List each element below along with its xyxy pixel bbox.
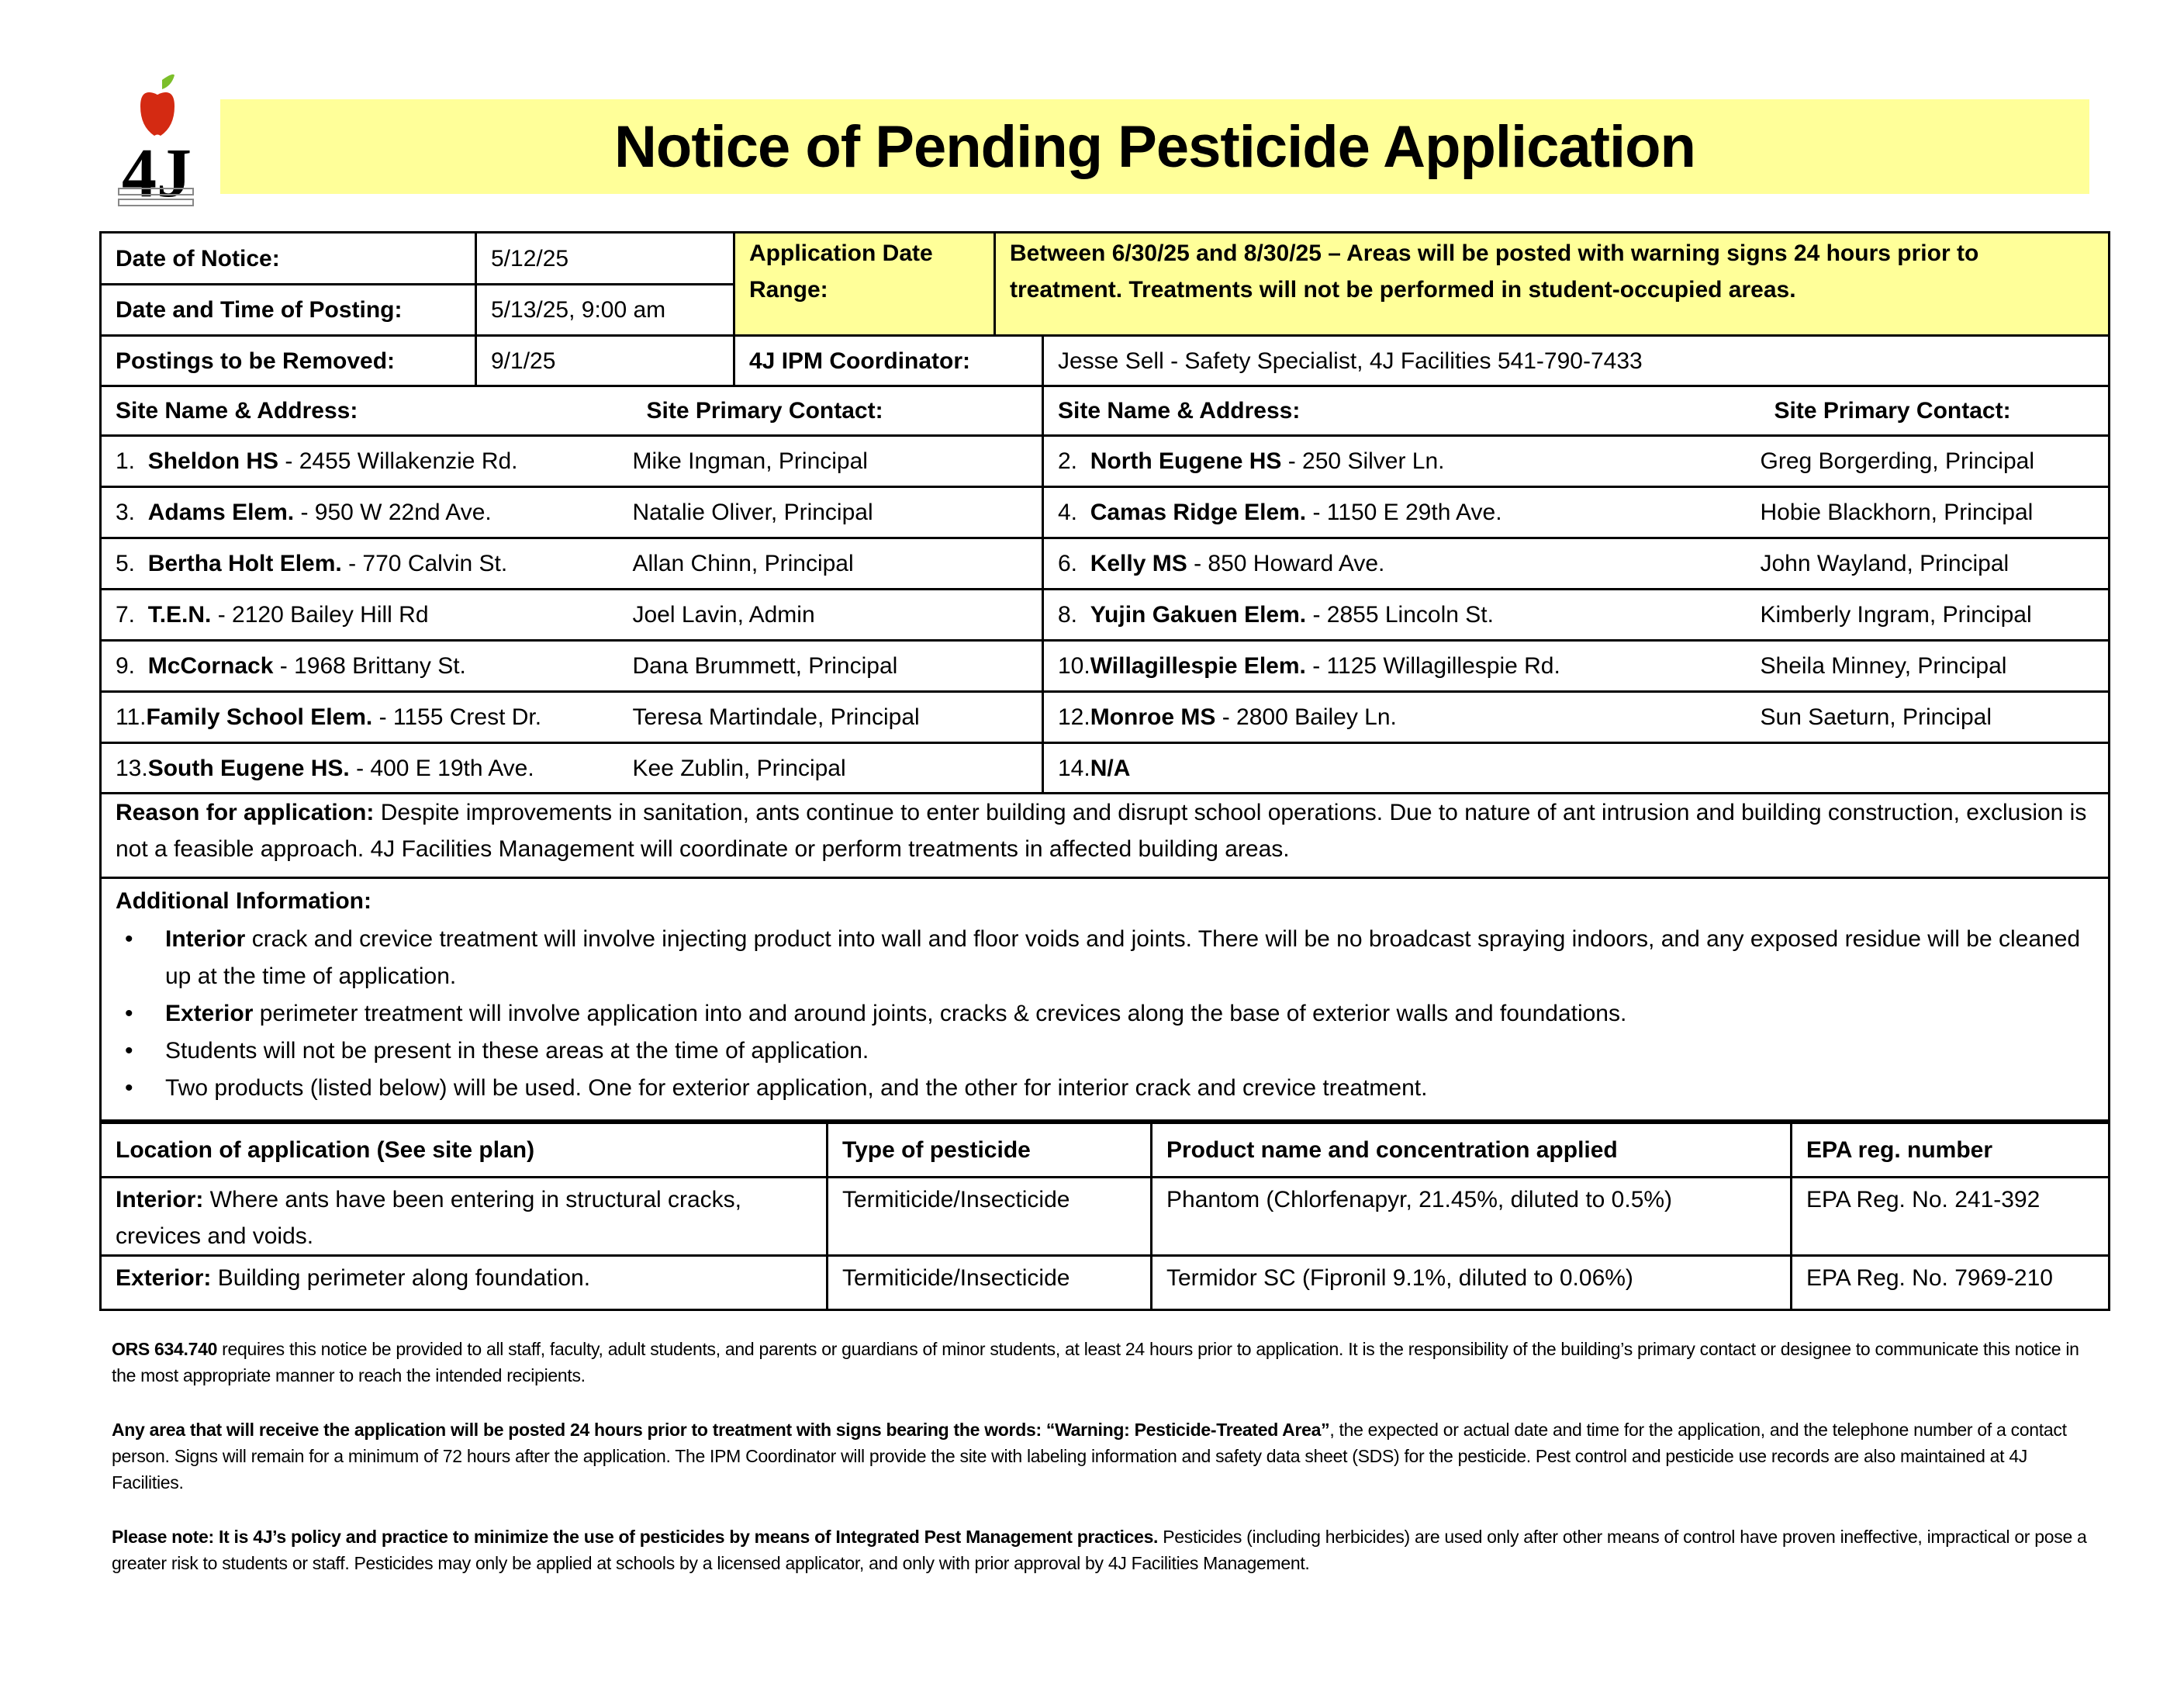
site-name-address — [101, 538, 633, 590]
application-row — [101, 1256, 2110, 1310]
site-number: 14. — [1058, 755, 1090, 781]
additional-info-item — [116, 1070, 2094, 1107]
footnote-text: , the expected or actual date and time for the application, and the telephone number of a contact person. Signs will remain for a minimum of 72 hours after the application. The IPM Coordinator will provide the site with labeling information and safety data sheet (SDS) for the pesticide. Pest control and pesticide use records are also maintained at 4J Facilities. — [112, 1420, 2067, 1493]
site-address: - 1968 Brittany St. — [273, 653, 466, 679]
location-text: Where ants have been entering in structural cracks, crevices and voids. — [116, 1187, 742, 1249]
epa-cell: EPA Reg. No. 7969-210 — [1792, 1256, 2110, 1310]
site-address: - 400 E 19th Ave. — [349, 755, 534, 781]
additional-info-section — [99, 879, 2110, 1122]
site-name: Willagillespie Elem. — [1090, 653, 1306, 679]
location-bold: Interior: — [116, 1187, 204, 1212]
site-name: N/A — [1090, 755, 1131, 781]
site-row — [101, 538, 2110, 590]
site-name: McCornack — [147, 653, 274, 679]
site-address: - 250 Silver Ln. — [1281, 448, 1445, 474]
removed-date: 9/1/25 — [476, 336, 734, 386]
site-name: Kelly MS — [1090, 551, 1187, 576]
additional-info-item — [116, 1033, 2094, 1070]
site-name-address — [101, 692, 633, 743]
footnote-bold: ORS 634.740 — [112, 1339, 218, 1359]
date-of-notice-label: Date of Notice: — [101, 233, 476, 285]
site-name: Camas Ridge Elem. — [1090, 500, 1307, 525]
site-name-address — [101, 487, 633, 538]
site-name: South Eugene HS. — [147, 755, 350, 781]
site-name: Bertha Holt Elem. — [147, 551, 342, 576]
removed-label: Postings to be Removed: — [101, 336, 476, 386]
title-banner — [220, 99, 2089, 194]
footnote-paragraph — [112, 1524, 2097, 1576]
sites-table — [99, 385, 2110, 794]
app-range: Between 6/30/25 and 8/30/25 – Areas will be posted with warning signs 24 hours prior to treatment. Treatments will not be performed in student-occupied areas. — [995, 233, 2110, 336]
site-contact-header: Site Primary Contact: — [633, 386, 1043, 436]
site-address: - 2800 Bailey Ln. — [1215, 704, 1397, 730]
site-name: Monroe MS — [1090, 704, 1216, 730]
site-name-address — [1043, 538, 1761, 590]
site-contact: Kimberly Ingram, Principal — [1761, 590, 2110, 641]
location-cell — [101, 1256, 828, 1310]
site-contact: Sun Saeturn, Principal — [1761, 692, 2110, 743]
app-range-label: Application Date Range: — [734, 233, 995, 336]
site-row — [101, 487, 2110, 538]
site-number: 9. — [116, 653, 148, 679]
type-header: Type of pesticide — [828, 1123, 1152, 1178]
site-contact: John Wayland, Principal — [1761, 538, 2110, 590]
site-contact: Mike Ingman, Principal — [633, 436, 1043, 487]
site-number: 13. — [116, 755, 148, 781]
location-cell — [101, 1178, 828, 1256]
site-name-address — [1043, 743, 1761, 794]
site-number: 4. — [1058, 500, 1090, 525]
item-text: Students will not be present in these areas at the time of application. — [165, 1038, 869, 1064]
site-name: Family School Elem. — [146, 704, 373, 730]
site-row — [101, 692, 2110, 743]
epa-header: EPA reg. number — [1792, 1123, 2110, 1178]
site-number: 12. — [1058, 704, 1090, 730]
location-bold: Exterior: — [116, 1265, 212, 1291]
site-name-address — [101, 590, 633, 641]
type-cell: Termiticide/Insecticide — [828, 1256, 1152, 1310]
application-row — [101, 1178, 2110, 1256]
removal-coordinator-table — [99, 334, 2110, 387]
site-name-address — [1043, 641, 1761, 692]
site-address: - 770 Calvin St. — [341, 551, 508, 576]
4j-logo — [116, 72, 196, 216]
additional-info-list — [116, 921, 2094, 1107]
site-name: T.E.N. — [147, 602, 212, 628]
site-contact: Teresa Martindale, Principal — [633, 692, 1043, 743]
footnote-bold: Any area that will receive the application will be posted 24 hours prior to treatment with signs bearing the words: “Warning: Pesticide-Treated Area” — [112, 1420, 1330, 1440]
site-name-address — [1043, 590, 1761, 641]
site-address: - 2120 Bailey Hill Rd — [211, 602, 429, 628]
site-name: Sheldon HS — [147, 448, 279, 474]
footnote-paragraph — [112, 1336, 2097, 1389]
product-cell: Phantom (Chlorfenapyr, 21.45%, diluted to 0.5%) — [1152, 1178, 1792, 1256]
site-name-address — [1043, 692, 1761, 743]
site-address: - 850 Howard Ave. — [1187, 551, 1385, 576]
site-name-header: Site Name & Address: — [101, 386, 633, 436]
reason-text: Despite improvements in sanitation, ants continue to enter building and disrupt school operations. Due to nature of ant intrusion and building construction, exclusion is not a feasible approach. 4J Facilities Management will coordinate or perform treatments in affected building areas. — [116, 800, 2087, 862]
date-of-notice: 5/12/25 — [476, 233, 734, 285]
site-number: 10. — [1058, 653, 1090, 679]
site-number: 11. — [116, 704, 147, 730]
site-number: 6. — [1058, 551, 1090, 576]
posting-datetime: 5/13/25, 9:00 am — [476, 285, 734, 336]
site-row — [101, 641, 2110, 692]
site-name: North Eugene HS — [1090, 448, 1282, 474]
posting-label: Date and Time of Posting: — [101, 285, 476, 336]
site-address: - 1150 E 29th Ave. — [1306, 500, 1502, 525]
notice-info-table — [99, 231, 2110, 337]
location-text: Building perimeter along foundation. — [211, 1265, 591, 1291]
product-header: Product name and concentration applied — [1152, 1123, 1792, 1178]
site-name-address — [1043, 436, 1761, 487]
site-contact: Dana Brummett, Principal — [633, 641, 1043, 692]
coordinator-label: 4J IPM Coordinator: — [734, 336, 1043, 386]
location-header: Location of application (See site plan) — [101, 1123, 828, 1178]
coordinator: Jesse Sell - Safety Specialist, 4J Facilities 541-790-7433 — [1043, 336, 2110, 386]
item-text: Two products (listed below) will be used. One for exterior application, and the other for interior crack and crevice treatment. — [165, 1075, 1428, 1101]
site-contact: Joel Lavin, Admin — [633, 590, 1043, 641]
type-cell: Termiticide/Insecticide — [828, 1178, 1152, 1256]
item-bold: Interior — [165, 926, 246, 952]
application-table — [99, 1122, 2110, 1311]
site-contact: Hobie Blackhorn, Principal — [1761, 487, 2110, 538]
site-row — [101, 743, 2110, 794]
site-name: Yujin Gakuen Elem. — [1090, 602, 1307, 628]
site-contact: Natalie Oliver, Principal — [633, 487, 1043, 538]
product-cell: Termidor SC (Fipronil 9.1%, diluted to 0.06%) — [1152, 1256, 1792, 1310]
site-row — [101, 590, 2110, 641]
site-name-address — [1043, 487, 1761, 538]
item-text: perimeter treatment will involve application into and around joints, cracks & crevices along the base of exterior walls and foundations. — [253, 1001, 1627, 1026]
footnote-bold: Please note: It is 4J’s policy and practice to minimize the use of pesticides by means of Integrated Pest Management practices. — [112, 1527, 1159, 1547]
item-text: crack and crevice treatment will involve injecting product into wall and floor voids and joints. There will be no broadcast spraying indoors, and any exposed residue will be cleaned up at the time of application. — [165, 926, 2081, 989]
site-contact-header: Site Primary Contact: — [1761, 386, 2110, 436]
footnote-paragraph — [112, 1416, 2097, 1496]
site-row — [101, 436, 2110, 487]
site-number: 3. — [116, 500, 148, 525]
site-number: 7. — [116, 602, 148, 628]
site-address: - 2455 Willakenzie Rd. — [278, 448, 518, 474]
additional-info-item — [116, 995, 2094, 1033]
footnote-text: Pesticides (including herbicides) are used only after other means of control have proven ineffective, impractical or pose a greater risk to students or staff. Pesticides may only be applied at schools by a licensed applicator, and only with prior approval by 4J Facilities Management. — [112, 1527, 2087, 1573]
site-name-address — [101, 743, 633, 794]
site-number: 2. — [1058, 448, 1090, 474]
site-name: Adams Elem. — [147, 500, 295, 525]
additional-info-label: Additional Information: — [116, 888, 371, 914]
epa-cell: EPA Reg. No. 241-392 — [1792, 1178, 2110, 1256]
footnote-text: requires this notice be provided to all staff, faculty, adult students, and parents or guardians of minor students, at least 24 hours prior to application. It is the responsibility of the building’s primary contact or designee to communicate this notice in the most appropriate manner to reach the intended recipients. — [112, 1339, 2079, 1385]
site-name-address — [101, 436, 633, 487]
site-name-address — [101, 641, 633, 692]
reason-label: Reason for application: — [116, 800, 375, 825]
site-contact: Sheila Minney, Principal — [1761, 641, 2110, 692]
site-number: 5. — [116, 551, 148, 576]
svg-text:4J: 4J — [122, 135, 192, 212]
site-contact: Allan Chinn, Principal — [633, 538, 1043, 590]
site-address: - 950 W 22nd Ave. — [294, 500, 492, 525]
site-contact — [1761, 743, 2110, 794]
site-address: - 1155 Crest Dr. — [372, 704, 542, 730]
additional-info-item — [116, 921, 2094, 995]
site-contact: Kee Zublin, Principal — [633, 743, 1043, 794]
site-number: 8. — [1058, 602, 1090, 628]
site-address: - 2855 Lincoln St. — [1306, 602, 1494, 628]
site-name-header: Site Name & Address: — [1043, 386, 1761, 436]
item-bold: Exterior — [165, 1001, 254, 1026]
page-title: Notice of Pending Pesticide Application — [614, 113, 1695, 180]
site-number: 1. — [116, 448, 148, 474]
site-address: - 1125 Willagillespie Rd. — [1305, 653, 1560, 679]
site-contact: Greg Borgerding, Principal — [1761, 436, 2110, 487]
reason-section — [99, 791, 2110, 879]
